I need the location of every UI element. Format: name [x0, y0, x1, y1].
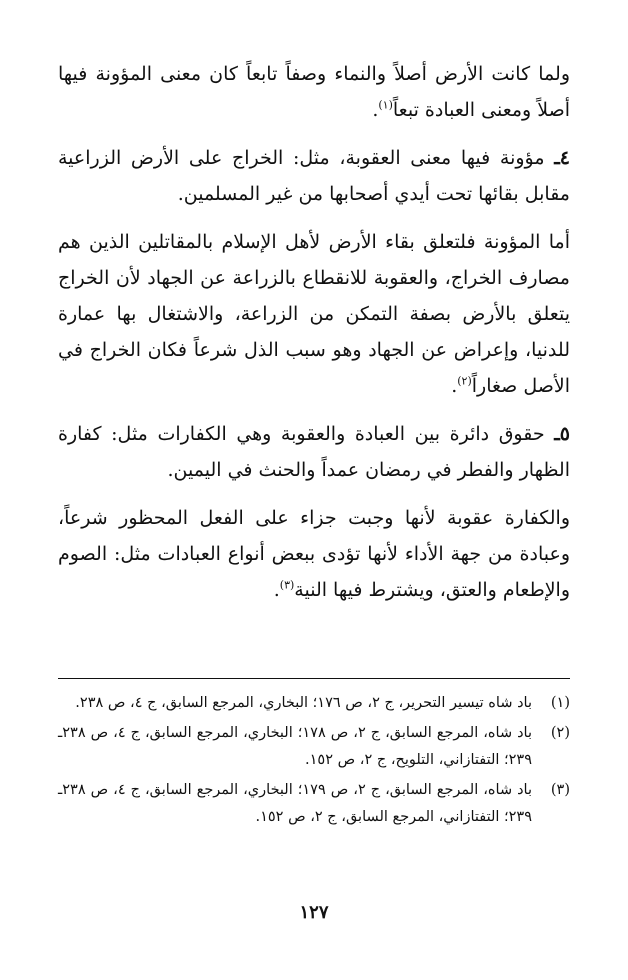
- paragraph-1-text: ولما كانت الأرض أصلاً والنماء وصفاً تابعاً كان معنى المؤونة فيها أصلاً ومعنى العبادة تبعاً: [58, 63, 570, 121]
- footnote-ref-2: (٢): [457, 374, 472, 388]
- list-item-4-number: ٤ـ: [554, 147, 570, 169]
- footnote-separator: [58, 678, 570, 679]
- paragraph-1-end: .: [372, 99, 379, 121]
- list-item-4-text: مؤونة فيها معنى العقوبة، مثل: الخراج على الأرض الزراعية مقابل بقائها تحت أيدي أصحابها من غير المسلمين.: [58, 147, 570, 205]
- footnotes: [58, 690, 570, 834]
- paragraph-3-text: والكفارة عقوبة لأنها وجبت جزاء على الفعل المحظور شرعاً، وعبادة من جهة الأداء لأنها تؤدى ببعض أنواع العبادات مثل: الصوم والإطعام والعتق، ويشترط فيها النية: [58, 507, 570, 601]
- paragraph-2: [58, 224, 570, 404]
- footnote-2: [58, 720, 570, 774]
- page-number: ١٢٧: [299, 902, 329, 923]
- footnote-2-number: (٢): [550, 725, 570, 741]
- footnote-1-text: باد شاه تيسير التحرير، ج ٢، ص ١٧٦؛ البخاري، المرجع السابق، ج ٤، ص ٢٣٨.: [75, 695, 532, 711]
- paragraph-1: [58, 56, 570, 128]
- paragraph-2-text: أما المؤونة فلتعلق بقاء الأرض لأهل الإسلام بالمقاتلين الذين هم مصارف الخراج، والعقوبة للانقطاع بالزراعة عن الجهاد لأن الخراج يتعلق بالأرض بصفة التمكن من الزراعة، والاشتغال بها عمارة للدنيا، وإعراض عن الجهاد وهو سبب الذل شرعاً فكان الخراج في الأصل صغاراً: [58, 231, 570, 397]
- footnote-3: [58, 777, 570, 831]
- footnote-3-number: (٣): [550, 782, 570, 798]
- footnote-1-number: (١): [550, 695, 570, 711]
- list-item-5-text: حقوق دائرة بين العبادة والعقوبة وهي الكفارات مثل: كفارة الظهار والفطر في رمضان عمداً والحنث في اليمين.: [58, 423, 570, 481]
- list-item-5-number: ٥ـ: [554, 423, 570, 445]
- paragraph-3-end: .: [273, 579, 280, 601]
- footnote-ref-3: (٣): [279, 578, 295, 592]
- footnote-ref-1: (١): [378, 98, 393, 112]
- list-item-4: [58, 140, 570, 212]
- paragraph-3: [58, 500, 570, 608]
- footnote-2-text: باد شاه، المرجع السابق، ج ٢، ص ١٧٨؛ البخاري، المرجع السابق، ج ٤، ص ٢٣٨ـ ٢٣٩؛ التفتازاني، التلويح، ج ٢، ص ١٥٢.: [58, 725, 533, 768]
- list-item-5: [58, 416, 570, 488]
- paragraph-2-end: .: [451, 375, 458, 397]
- main-text: [58, 56, 570, 608]
- footnote-3-text: باد شاه، المرجع السابق، ج ٢، ص ١٧٩؛ البخاري، المرجع السابق، ج ٤، ص ٢٣٨ـ ٢٣٩؛ التفتازاني، المرجع السابق، ج ٢، ص ١٥٢.: [58, 782, 533, 825]
- footnote-1: [58, 690, 570, 717]
